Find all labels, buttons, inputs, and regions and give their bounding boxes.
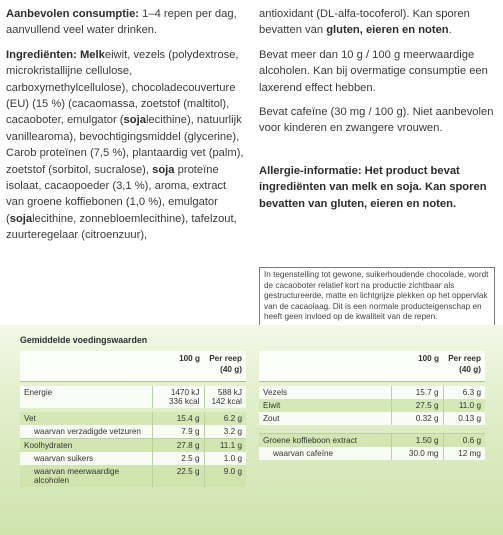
header-per-bar: Per reep (40 g) [443, 351, 485, 382]
row-groene-koffieboon-extract [259, 434, 485, 448]
nutrient-label: Groene koffieboon extract [259, 434, 391, 448]
right-text-column [259, 6, 495, 220]
value-per-100g: 2.5 g [152, 452, 204, 465]
nutrition-table-left [20, 351, 246, 487]
value-per-bar: 588 kJ 142 kcal [204, 386, 246, 408]
value-per-bar: 11.0 g [443, 399, 485, 412]
row-suikers [20, 452, 246, 465]
header-nutrient [20, 351, 152, 382]
value-per-100g: 7.9 g [152, 425, 204, 439]
cocoa-butter-notice: In tegenstelling tot gewone, suikerhoudende chocolade, wordt de cacaoboter relatief kort na productie zichtbaar als gestructureerde, matte en lichtgrijze plekken op het oppervlak van de cacaolaag. Dit is een normale producteigenschap en heeft geen invloed op de kwaliteit van de repen. [259, 267, 495, 326]
ingredients-label: Ingrediënten: [6, 48, 77, 61]
header-per-100g: 100 g [152, 351, 204, 382]
traces-text: antioxidant (DL-alfa-tocoferol). Kan sporen bevatten van [259, 8, 470, 37]
value-per-bar: 12 mg [443, 447, 485, 460]
value-per-bar: 9.0 g [204, 465, 246, 487]
row-vezels [259, 386, 485, 399]
row-verzadigde-vetzuren [20, 425, 246, 439]
allergy-information: Allergie-informatie: Het product bevat ingrediënten van melk en soja. Kan sporen bevatten van gluten, eieren en noten. [259, 164, 487, 210]
row-meerwaardige-alcoholen [20, 465, 246, 487]
header-per-100g: 100 g [391, 351, 443, 382]
value-per-100g: 15.4 g [152, 412, 204, 425]
value-per-100g: 30.0 mg [391, 447, 443, 460]
row-cafeine [259, 447, 485, 460]
caffeine-warning: Bevat cafeïne (30 mg / 100 g). Niet aanbevolen voor kinderen en zwangere vrouwen. [259, 106, 494, 135]
row-energie [20, 386, 246, 408]
ingredients-part: lecithine, zonnebloemlecithine), tafelzout, zuurteregelaar (citroenzuur), [6, 212, 237, 242]
row-koolhydraten [20, 439, 246, 453]
value-per-100g: 1470 kJ 336 kcal [152, 386, 204, 408]
nutrient-label: Vet [20, 412, 152, 425]
row-zout [259, 412, 485, 425]
header-per-bar: Per reep (40 g) [204, 351, 246, 382]
dosage-text: 1–4 repen per dag, aanvullend veel water drinken. [6, 8, 237, 37]
row-vet [20, 412, 246, 425]
nutrient-label: Vezels [259, 386, 391, 399]
row-eiwit [259, 399, 485, 412]
allergen-soy: soja [152, 163, 175, 176]
nutrition-title: Gemiddelde voedingswaarden [20, 335, 148, 345]
value-per-bar: 3.2 g [204, 425, 246, 439]
dosage-paragraph [6, 6, 246, 39]
value-per-bar: 6.2 g [204, 412, 246, 425]
value-per-100g: 22.5 g [152, 465, 204, 487]
allergen-milk: Melk [79, 48, 105, 61]
header-nutrient [259, 351, 391, 382]
ingredients-part: proteïne isolaat, cacaopoeder (3,1 %), aroma, extract van groene koffiebonen (1,0 %), emulgator ( [6, 163, 227, 225]
traces-allergens: gluten, eieren en noten [326, 24, 449, 37]
nutrient-label: waarvan verzadigde vetzuren [20, 425, 152, 439]
value-per-bar: 11.1 g [204, 439, 246, 453]
value-per-bar: 0.13 g [443, 412, 485, 425]
value-per-100g: 0.32 g [391, 412, 443, 425]
nutrient-label: waarvan meerwaardige alcoholen [20, 465, 152, 487]
nutrition-table-right [259, 351, 485, 460]
value-per-bar: 1.0 g [204, 452, 246, 465]
nutrient-label: waarvan suikers [20, 452, 152, 465]
traces-end: . [448, 24, 452, 37]
nutrient-label: waarvan cafeïne [259, 447, 391, 460]
nutrient-label: Eiwit [259, 399, 391, 412]
allergen-soy: soja [9, 212, 33, 225]
ingredients-part: lecithine), natuurlijk vanillearoma), bevochtigingsmiddel (glycerine), Carob proteïnen (7,5 %), plantaardig vet (palm), zoetstof (sorbitol, sucralose), [6, 114, 244, 176]
nutrient-label: Energie [20, 386, 152, 408]
ingredients-part: eiwit, vezels (polydextrose, microkristallijne cellulose, carboxymethylcellulose), chocoladecouverture (EU) (15 %) (cacaomassa, zoetstof (maltitol), cacaoboter, emulgator ( [6, 48, 239, 127]
nutrition-header-row [259, 351, 485, 382]
left-text-column [6, 6, 246, 252]
traces-paragraph [259, 6, 495, 39]
nutrition-header-row [20, 351, 246, 382]
allergen-soy: soja [123, 114, 146, 127]
dosage-label: Aanbevolen consumptie: [6, 8, 140, 20]
nutrient-label: Zout [259, 412, 391, 425]
value-per-100g: 27.8 g [152, 439, 204, 453]
polyol-warning: Bevat meer dan 10 g / 100 g meerwaardige alcoholen. Kan bij overmatige consumptie een laxerend effect hebben. [259, 48, 488, 94]
value-per-100g: 15.7 g [391, 386, 443, 399]
value-per-bar: 6.3 g [443, 386, 485, 399]
ingredients-paragraph [6, 47, 246, 244]
value-per-100g: 1.50 g [391, 434, 443, 448]
value-per-100g: 27.5 g [391, 399, 443, 412]
value-per-bar: 0.6 g [443, 434, 485, 448]
nutrient-label: Koolhydraten [20, 439, 152, 453]
